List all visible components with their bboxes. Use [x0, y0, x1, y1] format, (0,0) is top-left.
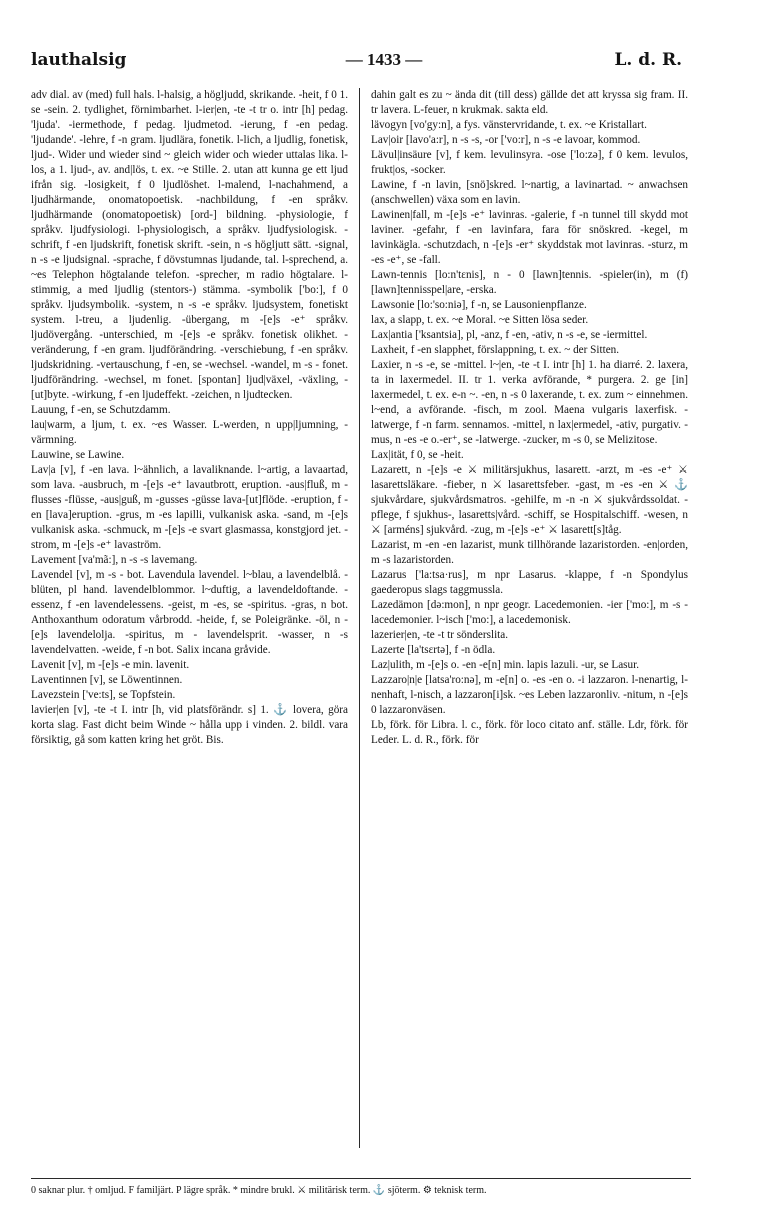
header-guideword-left: lauthalsig	[31, 50, 127, 70]
left-column	[31, 88, 348, 1148]
dictionary-entry: Lawinen|fall, m -[e]s -e⁺ lavinras. -galerie, f -n tunnel till skydd mot laviner. -gefahr, f -en lavinfara, fara för snöskred. -kegel, m lavinkägla. -schutzdach, n -[e]s -er⁺ skyddstak mot lavinras. -sturz, m -es -e⁺, se -fall.	[371, 209, 688, 266]
dictionary-entry: Lauwine, se Lawine.	[31, 449, 125, 461]
dictionary-entry: Lawine, f -n lavin, [snö]skred. l~nartig, a lavinartad. ~ anwachsen (anschwellen) växa som en lavin.	[371, 179, 688, 206]
dictionary-entry: Laxier, n -s -e, se -mittel. l~|en, -te -t I. intr [h] 1. ha diarré. 2. laxera, ta in laxermedel. II. tr 1. verka avförande, * purgera. 2. ge [in] laxermedel, t. ex. e-n ~. -en, n -s 0 laxerande, t. ex. zum ~ einnehmen. l~end, a avförande. -fisch, m zool. Maena vulgaris laxerfisk. -latwerge, f -n farm. sennamos. -mittel, n lax|ermedel, -ativ, purgativ. -mus, n -es -e o.-er⁺, se -latwerge. -zucker, m -s 0, se Melizitose.	[371, 359, 688, 446]
dictionary-entry: Lazerte [la'tsɛrtə], f -n ödla.	[371, 644, 496, 656]
abbreviation-legend: 0 saknar plur. † omljud. F familjärt. P lägre språk. * mindre brukl. ⚔ militärisk term. ⚓ sjöterm. ⚙ teknisk term.	[31, 1185, 487, 1196]
dictionary-entry: Lax|antia ['ksantsia], pl, -anz, f -en, -ativ, n -s -e, se -iermittel.	[371, 329, 648, 341]
dictionary-entry: Lav|a [v], f -en lava. l~ähnlich, a lavaliknande. l~artig, a lavaartad, som lava. -ausbruch, m -[e]s -e⁺ lavautbrott, eruption. -aus|fluß, m -flusses -flüsse, -aus|guß, m -gusses -güsse lava-[ut]flöde. -eruption, f -en [lava]eruption. -grus, m -es lapilli, vulkanisk aska. -sand, m -[e]s vulkanisk aska. -schmuck, m -[e]s -e svart glasmassa, konstgjord jet. -strom, m -[e]s -e⁺ lavaström.	[31, 464, 348, 551]
dictionary-entry: Lawn-tennis [lo:n'tɛnis], n - 0 [lawn]tennis. -spieler(in), m (f) [lawn]tennisspel|are, -erska.	[371, 269, 688, 296]
dictionary-entry: Lazzaro|n|e [latsa'ro:nə], m -e[n] o. -es -en o. -i lazzaron. l-nenartig, l-nenhaft, l-nisch, a lazzaron[i]sk. ~es Leben lazzaronliv. -nitum, n -[e]s 0 lazzaronväsen.	[371, 674, 688, 716]
dictionary-entry: lävogyn [vo'gy:n], a fys. vänstervridande, t. ex. ~e Kristallart.	[371, 119, 647, 131]
dictionary-entry: Lavendel [v], m -s - bot. Lavendula lavendel. l~blau, a lavendelblå. -blüten, pl hand. lavendelblommor. l~duftig, a lavendeldoftande. -essenz, f -en lavendelessens. -geist, m -es, se -spiritus. -gras, n bot. Anthoxanthum odoratum vårbrodd. -heide, f, se Poleigränke. -öl, n -[e]s lavendelolja. -spiritus, m - lavendelsprit. -wasser, n -s lavendelvatten. -weide, f -n bot. Salix incana gråvide.	[31, 569, 348, 656]
dictionary-entry: Lazarus ['la:tsa·rus], m npr Lasarus. -klappe, f -n Spondylus gaederopus slags taggmussla.	[371, 569, 688, 596]
dictionary-entry: lau|warm, a ljum, t. ex. ~es Wasser. L-werden, n upp|ljumning, -värmning.	[31, 419, 348, 446]
dictionary-entry: dahin galt es zu ~ ända dit (till dess) gällde det att kryssa sig fram. II. tr lavera. L-feuer, n krukmak. sakta eld.	[371, 89, 688, 116]
dictionary-entry: Lauung, f -en, se Schutzdamm.	[31, 404, 171, 416]
dictionary-entry: Lävul|insäure [v], f kem. levulinsyra. -ose ['lo:zə], f 0 kem. levulos, frukt|os, -socker.	[371, 149, 688, 176]
dictionary-entry: Lazarist, m -en -en lazarist, munk tillhörande lazaristorden. -en|orden, m -s lazaristorden.	[371, 539, 688, 566]
dictionary-entry: Laventinnen [v], se Löwentinnen.	[31, 674, 183, 686]
dictionary-entry: Lavenit [v], m -[e]s -e min. lavenit.	[31, 659, 190, 671]
dictionary-entry: adv dial. av (med) full hals. l-halsig, a högljudd, skrikande. -heit, f 0 1. se -sein. 2. tydlighet, förnimbarhet. l-ier|en, -te -t tr o. intr [h] pedag. 'ljuda'. -iermethode, f pedag. ljudmetod. -ierung, f -en pedag. 'ljudande'. -lehre, f -n gram. ljudlära, fonetik. l-lich, a ljudlig, fonetisk, ljud-. Wider und wieder sind ~ gleich wider och wieder uttalas lika. l-los, a 1. ljud-, av. and|lös, t. ex. ~e Stille. 2. utan att kunna ge ett ljud ifrån sig. -losigkeit, f 0 ljudlöshet. l-malend, l-nachahmend, a ljudhärmande, onomatopoetisk. -nachbildung, f -en språkv. ljudhärmande (onomatopoetisk) [ord-] bildning. -physiologie, f språkv. ljudfysiologi. l-physiologisch, a språkv. ljudfysiologisk. -schrift, f -en ljudskrift, fonetisk skrift. -sein, n -s höglјutt sätt. -signal, n -s -e ljudsignal. -sprache, f dövstumnas ljudande, tal. l-sprechend, a. ~es Telephon högtalande telefon. -sprecher, m radio högtalare. l-stimmig, a med ljudlig (stentors-) stämma. -symbolik ['bo:], f 0 språkv. ljudsymbolik. -system, n -s -e språkv. ljudsystem, fonetiskt system. l-treu, a ljudenlig. -übergang, m -[e]s -e⁺ språkv. ljudövergång. -unterschied, m -[e]s -e språkv. fonetisk olikhet. -veränderung, f -en gram. ljudförändring. -verschiebung, f -en språkv. ljudskridning. -vertauschung, f -en, se -wechsel. -wandel, m -s - fonet. ljudförändring. -wechsel, m fonet. [spontan] ljud|växel, -växling, -[ut]byte. -wirkung, f -en ljudeffekt. -zeichen, n ljudtecken.	[31, 89, 348, 401]
dictionary-entry: Lb, förk. för Libra. l. c., förk. för loco citato anf. ställe. Ldr, förk. för Leder. L. d. R., förk. för	[371, 719, 688, 746]
page-number: — 1433 —	[345, 50, 423, 69]
dictionary-entry: Lav|oir [lavo'a:r], n -s -s, -or ['vo:r], n -s -e lavoar, kommod.	[371, 134, 641, 146]
dictionary-entry: Laz|ulith, m -[e]s o. -en -e[n] min. lapis lazuli. -ur, se Lasur.	[371, 659, 640, 671]
dictionary-entry: lazerier|en, -te -t tr sönderslita.	[371, 629, 509, 641]
dictionary-entry: lax, a slapp, t. ex. ~e Moral. ~e Sitten lösa seder.	[371, 314, 589, 326]
header-guideword-right: L. d. R.	[614, 50, 682, 70]
dictionary-entry: Lazarett, n -[e]s -e ⚔ militärsjukhus, lasarett. -arzt, m -es -e⁺ ⚔ lasarettsläkare. -fieber, n ⚔ lasarettsfeber. -gast, m -es -en ⚔ ⚓ sjukvårdare, sjukvårdsmatros. -gehilfe, m -n -n ⚔ sjukvårdssoldat. -pflege, f sjukhus-, lasaretts|vård. -schiff, se Hospitalschiff. -wesen, n ⚔ [arméns] sjukvård. -zug, m -[e]s -e⁺ ⚔ lasarett[s]tåg.	[371, 464, 688, 536]
dictionary-entry: Lazedämon [də:mon], n npr geogr. Lacedemonien. -ier ['mo:], m -s - lacedemonier. l~isch ['mo:], a lacedemonisk.	[371, 599, 688, 626]
dictionary-entry: lavier|en [v], -te -t I. intr [h, vid platsförändr. s] 1. ⚓ lovera, göra korta slag. Fast dicht beim Winde ~ hålla upp i vinden. 2. bildl. vara försiktig, gå som katten kring het gröt. Bis.	[31, 704, 348, 746]
dictionary-entry: Laxheit, f -en slapphet, förslappning, t. ex. ~ der Sitten.	[371, 344, 620, 356]
footer-rule	[31, 1178, 691, 1179]
dictionary-entry: Lawsonie [lo:'so:niə], f -n, se Lausonienpflanze.	[371, 299, 587, 311]
dictionary-entry: Lavement [va'mã:], n -s -s lavemang.	[31, 554, 198, 566]
dictionary-entry: Lax|ität, f 0, se -heit.	[371, 449, 464, 461]
column-divider	[359, 88, 360, 1148]
dictionary-entry: Lavezstein ['ve:ts], se Topfstein.	[31, 689, 176, 701]
right-column	[371, 88, 688, 1148]
